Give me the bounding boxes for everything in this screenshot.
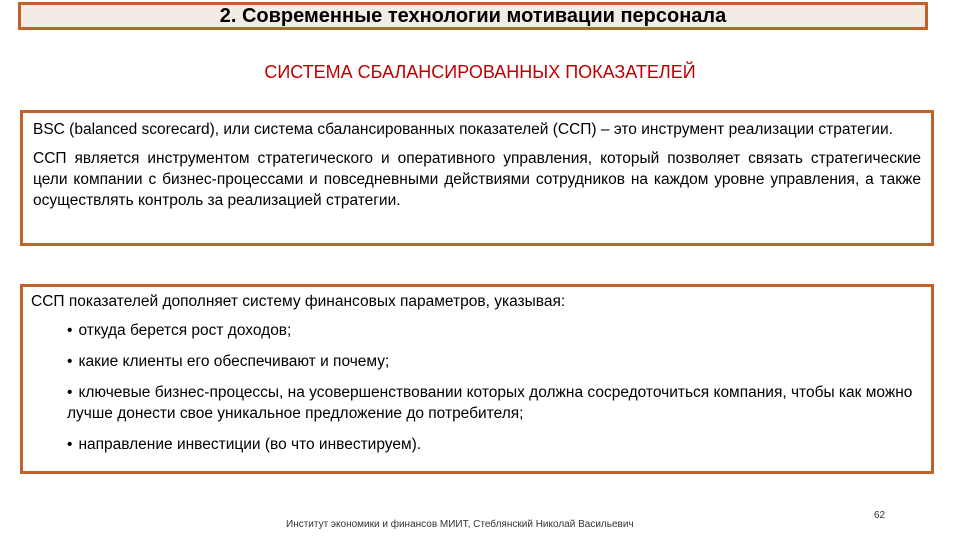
slide-title-bar (18, 2, 928, 30)
bullet-text: откуда берется рост доходов; (78, 322, 292, 339)
indicators-lead: ССП показателей дополняет систему финансовых параметров, указывая: (31, 293, 566, 310)
bullet-item (67, 434, 921, 455)
page-number: 62 (874, 510, 886, 521)
footer-text: Институт экономики и финансов МИИТ, Стеблянский Николай Васильевич (286, 519, 634, 530)
description-paragraph: ССП является инструментом стратегического и оперативного управления, который позволяет связать стратегические цели компании с бизнес-процессами и повседневными действиями сотрудников на каждом уровне управления, а также осуществлять контроль за реализацией стратегии. (33, 150, 921, 209)
bullet-item (67, 320, 921, 341)
bullet-icon: • (67, 436, 73, 453)
definition-paragraph: BSC (balanced scorecard), или система сбалансированных показателей (ССП) – это инструмент реализации стратегии. (33, 121, 893, 138)
slide-subtitle: СИСТЕМА СБАЛАНСИРОВАННЫХ ПОКАЗАТЕЛЕЙ (264, 62, 696, 82)
bullet-text: направление инвестиции (во что инвестируем). (78, 436, 422, 453)
bullet-icon: • (67, 322, 73, 339)
definition-box (20, 110, 934, 246)
indicators-box (20, 284, 934, 474)
bullet-item (67, 382, 921, 424)
bullet-icon: • (67, 353, 73, 370)
slide-title: 2. Современные технологии мотивации персонала (219, 4, 727, 27)
bullet-text: какие клиенты его обеспечивают и почему; (78, 353, 390, 370)
bullet-icon: • (67, 384, 73, 401)
bullet-text: ключевые бизнес-процессы, на усовершенствовании которых должна сосредоточиться компания, чтобы как можно лучше донести свое уникальное предложение до потребителя; (67, 384, 913, 422)
bullet-item (67, 351, 921, 372)
